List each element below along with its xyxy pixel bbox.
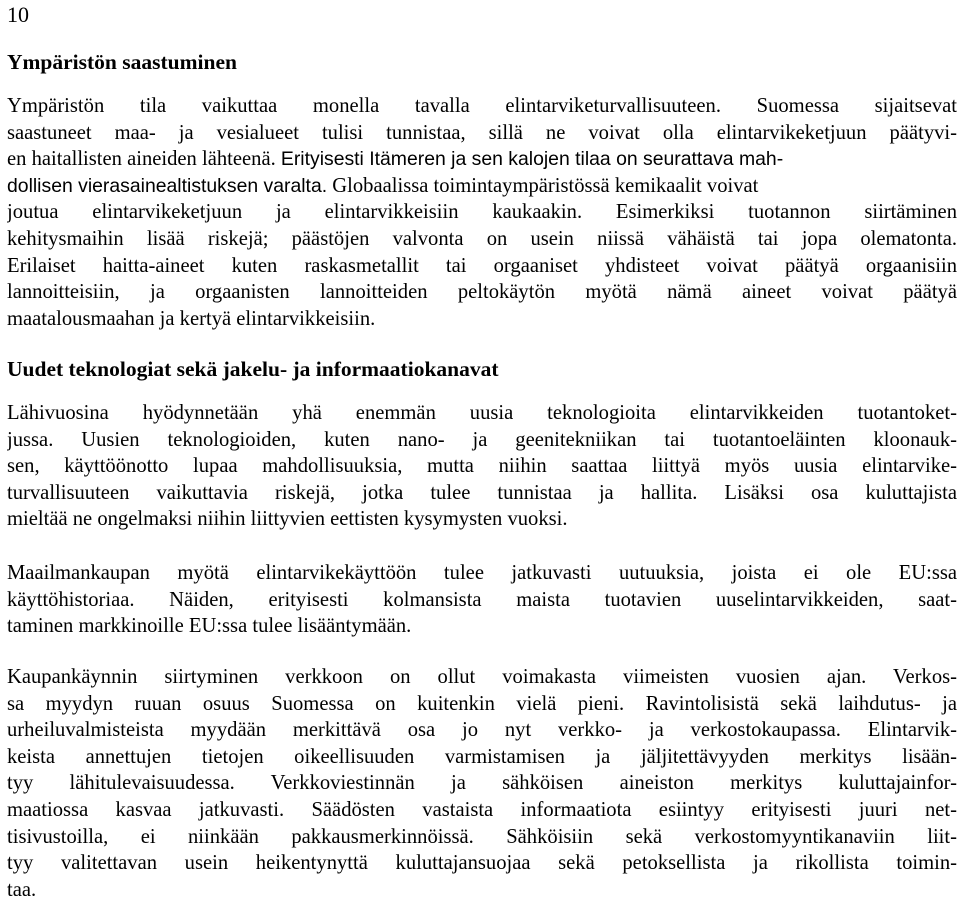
text-line — [7, 173, 957, 200]
text-line: Lähivuosina hyödynnetään yhä enemmän uusia teknologioita elintarvikkeiden tuotantoket- — [7, 402, 957, 424]
text-segment: Globaalissa toimintaympäristössä kemikaalit voivat — [332, 174, 759, 197]
paragraph-technologies — [7, 400, 957, 533]
text-line: taa. — [7, 878, 37, 901]
text-line: maatalousmaahan ja kertyä elintarvikkeisiin. — [7, 307, 376, 330]
paragraph-environment — [7, 93, 957, 332]
text-line: Maailmankaupan myötä elintarvikekäyttöön tulee jatkuvasti uutuuksia, joista ei ole EU:ssa — [7, 562, 957, 584]
section-heading-new-technologies: Uudet teknologiat sekä jakelu- ja informaatiokanavat — [7, 357, 499, 381]
text-line: tyy valitettavan usein heikentynyttä kuluttajansuojaa sekä petoksellista ja rikollista toimin- — [7, 852, 957, 875]
text-line: Erilaiset haitta-aineet kuten raskasmetallit tai orgaaniset yhdisteet voivat päätyä orgaanisiin — [7, 254, 957, 277]
text-line: tyy lähitulevaisuudessa. Verkkoviestinnän ja sähköisen aineiston merkitys kuluttajainfor- — [7, 772, 957, 795]
text-line: sen, käyttöönotto lupaa mahdollisuuksia, mutta niihin saattaa liittyä myös uusia elintarvike- — [7, 455, 957, 478]
text-segment-sans: dollisen vierasainealtistuksen varalta. — [7, 174, 328, 197]
text-line: taminen markkinoille EU:ssa tulee lisääntymään. — [7, 615, 412, 638]
text-line: lannoitteisiin, ja orgaanisten lannoitteiden peltokäytön myötä nämä aineet voivat päätyä — [7, 281, 957, 304]
text-line: keista annettujen tietojen oikeellisuuden varmistamisen ja jäljitettävyyden merkitys lisään- — [7, 745, 957, 768]
page-number: 10 — [7, 2, 29, 27]
text-segment: en haitallisten aineiden lähteenä. — [7, 148, 276, 171]
text-line: Kaupankäynnin siirtyminen verkkoon on ollut voimakasta viimeisten vuosien ajan. Verkos- — [7, 666, 957, 688]
paragraph-world-trade — [7, 560, 957, 640]
text-line: Ympäristön tila vaikuttaa monella tavalla elintarviketurvallisuuteen. Suomessa sijaitsevat — [7, 95, 957, 117]
text-line: urheiluvalmisteista myydään merkittävä osa jo nyt verkko- ja verkostokaupassa. Elintarvik- — [7, 719, 957, 742]
text-line: jussa. Uusien teknologioiden, kuten nano- ja geenitekniikan tai tuotantoeläinten kloonauk- — [7, 428, 957, 451]
text-line: joutua elintarvikeketjuun ja elintarvikkeisiin kaukaakin. Esimerkiksi tuotannon siirtäminen — [7, 201, 957, 224]
text-line: maatiossa kasvaa jatkuvasti. Säädösten vastaista informaatiota esiintyy erityisesti juuri net- — [7, 798, 957, 821]
text-line: saastuneet maa- ja vesialueet tulisi tunnistaa, sillä ne voivat olla elintarvikeketjuun päätyvi- — [7, 121, 957, 144]
text-line: käyttöhistoriaa. Näiden, erityisesti kolmansista maista tuotavien uuselintarvikkeiden, saat- — [7, 588, 957, 611]
text-segment-sans: Erityisesti Itämeren ja sen kalojen tilaa on seurattava mah- — [280, 148, 784, 171]
text-line: sa myydyn ruuan osuus Suomessa on kuitenkin vielä pieni. Ravintolisistä sekä laihdutus- ja — [7, 692, 957, 715]
section-heading-environment: Ympäristön saastuminen — [7, 50, 237, 74]
text-line: tisivustoilla, ei niinkään pakkausmerkinnöissä. Sähköisiin sekä verkostomyyntikanaviin liit- — [7, 825, 957, 848]
text-line: turvallisuuteen vaikuttavia riskejä, jotka tulee tunnistaa ja hallita. Lisäksi osa kuluttajista — [7, 481, 957, 504]
paragraph-online-trade — [7, 664, 957, 903]
text-line: kehitysmaihin lisää riskejä; päästöjen valvonta on usein niissä vähäistä tai jopa olematonta. — [7, 227, 957, 250]
text-line: mieltää ne ongelmaksi niihin liittyvien eettisten kysymysten vuoksi. — [7, 508, 568, 531]
text-line — [7, 146, 957, 173]
